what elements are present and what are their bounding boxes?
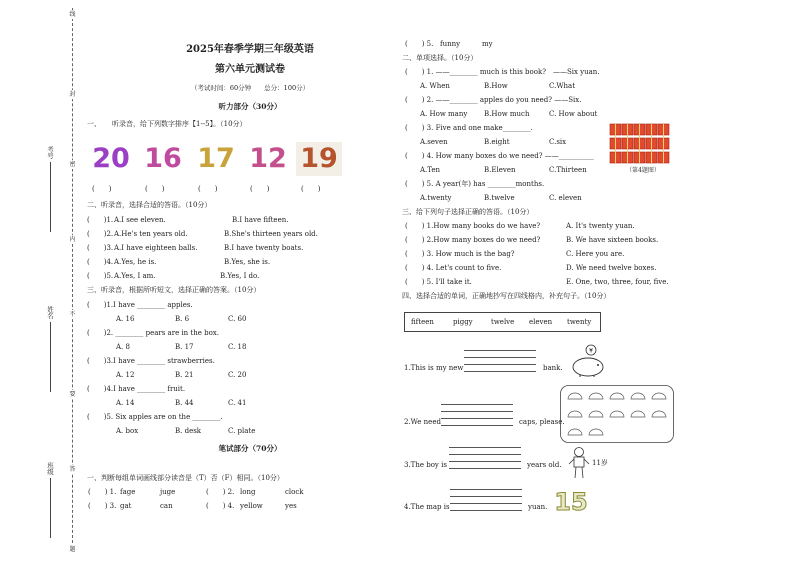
number-card-17: 17: [197, 143, 235, 174]
binding-char: 题: [69, 546, 76, 553]
option-c: C.Thirteen: [549, 166, 587, 174]
answer-paren[interactable]: ( ): [198, 185, 218, 193]
question-number: ( )1.: [87, 216, 114, 224]
caps-image: [560, 385, 674, 443]
number-card-12: 12: [249, 143, 287, 174]
binding-char: 要: [69, 391, 76, 398]
section-instruction: 一、判断每组单词画线部分读音是（T）否（F）相同。（10分）: [87, 474, 284, 482]
binding-char: 密: [69, 161, 76, 168]
question-number: ( ) 3.: [88, 502, 117, 510]
answer-paren[interactable]: ( ): [92, 185, 112, 193]
option-a: A. box: [116, 427, 139, 435]
option-a: A.I have eighteen balls.: [114, 244, 198, 252]
answer-paren[interactable]: ( ): [250, 185, 270, 193]
exam-subtitle: 第六单元测试卷: [215, 64, 285, 75]
question-text: ( )4.I have ________ fruit.: [87, 385, 186, 393]
phonics-word: can: [160, 502, 173, 510]
answer-option: E. One, two, three, four, five.: [566, 278, 669, 286]
option-b: B.twelve: [484, 194, 515, 202]
option-b: B. desk: [175, 427, 202, 435]
option-c: C. eleven: [549, 194, 582, 202]
phonics-word: funny: [440, 40, 461, 48]
question-text: ( ) 4. Let's count to five.: [405, 264, 502, 272]
answer-option: D. We need twelve boxes.: [566, 264, 657, 272]
binding-char: 线: [69, 11, 76, 18]
section-instruction: 三、听录音，根据所听短文，选择正确的答案。（10分）: [87, 286, 261, 294]
sentence-start: 1.This is my new: [404, 364, 464, 372]
option-c: C.What: [549, 82, 576, 90]
section-instruction: 四、选择合适的单词，正确地抄写在四线格内，补充句子。（10分）: [402, 292, 611, 300]
piggy-bank-image: [568, 344, 608, 378]
option-a: A.Yes, he is.: [114, 258, 157, 266]
section-instruction: 二、听录音，选择合适的答语。（10分）: [87, 201, 212, 209]
word-bank-item: fifteen: [411, 318, 434, 326]
exam-number-label: 考号: [46, 146, 54, 159]
question-text: ( )1.I have ________ apples.: [87, 301, 193, 309]
phonics-word: long: [240, 488, 256, 496]
option-a: A. How many: [420, 110, 468, 118]
option-a: A.Yes, I am.: [114, 272, 156, 280]
writing-section-title: 笔试部分（70分）: [218, 444, 282, 453]
sentence-start: 4.The map is: [404, 503, 450, 511]
option-c: C. 18: [228, 343, 247, 351]
name-field[interactable]: [50, 322, 51, 392]
phonics-word: gat: [120, 502, 132, 510]
option-b: B. 6: [175, 315, 190, 323]
phonics-word: yellow: [240, 502, 263, 510]
phonics-word: my: [482, 40, 493, 48]
word-bank-item: eleven: [529, 318, 553, 326]
question-text: ( ) 4. How many boxes do we need? ——__________: [405, 152, 594, 160]
question-number: ( ) 1.: [88, 488, 117, 496]
boy-image: [568, 446, 590, 480]
question-text: ( )5. Six apples are on the ________.: [87, 413, 223, 421]
binding-char: 内: [69, 236, 76, 243]
image-caption: （第4题图）: [626, 167, 660, 174]
gift-boxes-image: [609, 123, 673, 165]
word-bank-item: twelve: [491, 318, 515, 326]
question-text: ( ) 1.How many books do we have?: [405, 222, 541, 230]
question-text: ( )3.I have ________ strawberries.: [87, 357, 215, 365]
answer-paren[interactable]: ( ): [301, 185, 321, 193]
number-card-20: 20: [92, 143, 130, 174]
phonics-word: clock: [285, 488, 304, 496]
answer-option: C. Here you are.: [566, 250, 625, 258]
phonics-word: fage: [120, 488, 136, 496]
question-text: ( ) 3. How much is the bag?: [405, 250, 515, 258]
option-c: C. 60: [228, 315, 247, 323]
option-a: A. 16: [116, 315, 135, 323]
svg-text:¥: ¥: [589, 347, 593, 355]
question-number: ( )2.: [87, 230, 114, 238]
section-instruction: 三、给下列句子选择正确的答语。（10分）: [402, 208, 534, 216]
option-a: A. 14: [116, 399, 135, 407]
price-number-image: 15: [554, 488, 588, 516]
sentence-start: 2.We need: [404, 418, 441, 426]
exam-info: （考试时间：60分钟 总分：100分）: [190, 84, 310, 92]
option-b: B.Yes, I do.: [220, 272, 260, 280]
option-b: B.She's thirteen years old.: [224, 230, 318, 238]
answer-paren[interactable]: ( ): [145, 185, 165, 193]
option-b: B.Yes, she is.: [224, 258, 271, 266]
question-number: ( )3.: [87, 244, 114, 252]
question-text: ( ) 2.How many boxes do we need?: [405, 236, 541, 244]
class-field[interactable]: [50, 478, 51, 538]
option-c: C. How about: [549, 110, 598, 118]
option-c: C. 41: [228, 399, 247, 407]
option-a: A.seven: [420, 138, 448, 146]
question-text: ( ) 5. I'll take it.: [405, 278, 472, 286]
option-b: B.Eleven: [484, 166, 516, 174]
word-bank-item: twenty: [567, 318, 592, 326]
option-c: C.six: [549, 138, 567, 146]
question-number: 一、: [87, 120, 101, 128]
phonics-word: yes: [285, 502, 297, 510]
question-number: ( ) 2.: [206, 488, 235, 496]
option-b: B.I have twenty boats.: [224, 244, 304, 252]
phonics-word: juge: [160, 488, 176, 496]
option-b: B.How: [484, 82, 508, 90]
sentence-end: years old.: [527, 461, 562, 469]
number-card-19: 19: [296, 142, 342, 176]
question-number: ( ) 5.: [405, 40, 434, 48]
section-instruction: 听录音，给下列数字排序【1--5】。（10分）: [112, 120, 247, 128]
exam-number-field[interactable]: [50, 162, 51, 232]
answer-option: B. We have sixteen books.: [566, 236, 659, 244]
option-b: B. 17: [175, 343, 194, 351]
option-c: C. plate: [228, 427, 256, 435]
question-text: ( )2. ________ pears are in the box.: [87, 329, 219, 337]
binding-margin: [0, 0, 90, 561]
binding-char: 封: [69, 91, 76, 98]
option-a: A. 12: [116, 371, 135, 379]
question-number: ( ) 4.: [206, 502, 235, 510]
listening-section-title: 听力部分（30分）: [218, 102, 282, 111]
question-text: ( ) 5. A year(年) has ________months.: [405, 180, 545, 188]
exam-title: 2025年春季学期三年级英语: [186, 44, 314, 55]
binding-char: 答: [69, 466, 76, 473]
option-a: A. 8: [116, 343, 130, 351]
option-b: B.How much: [484, 110, 530, 118]
answer-option: A. It's twenty yuan.: [566, 222, 635, 230]
option-b: B.eight: [484, 138, 510, 146]
option-b: B.I have fifteen.: [232, 216, 289, 224]
question-text: ( ) 2. ——________ apples do you need? ——Six.: [405, 96, 582, 104]
question-number: ( )4.: [87, 258, 114, 266]
section-instruction: 二、单项选择。（10分）: [402, 54, 478, 62]
option-c: C. 20: [228, 371, 247, 379]
option-b: B. 21: [175, 371, 194, 379]
sentence-end: bank.: [543, 364, 563, 372]
name-label: 姓名: [46, 306, 54, 319]
binding-char: 不: [69, 311, 76, 318]
option-a: A.He's ten years old.: [114, 230, 188, 238]
option-b: B. 44: [175, 399, 194, 407]
sentence-end: caps, please.: [519, 418, 565, 426]
option-a: A.Ten: [420, 166, 441, 174]
number-card-16: 16: [144, 143, 182, 174]
option-a: A.I see eleven.: [114, 216, 166, 224]
question-number: ( )5.: [87, 272, 114, 280]
question-text: ( ) 1. ——________ much is this book? ——Six yuan.: [405, 68, 600, 76]
word-bank: [404, 312, 601, 332]
sentence-start: 3.The boy is: [404, 461, 447, 469]
option-a: A.twenty: [420, 194, 452, 202]
option-a: A. When: [420, 82, 450, 90]
age-label: 11岁: [592, 459, 608, 467]
sentence-end: yuan.: [528, 503, 548, 511]
word-bank-item: piggy: [453, 318, 473, 326]
class-label: 班级: [46, 462, 54, 475]
question-text: ( ) 3. Five and one make________.: [405, 124, 533, 132]
